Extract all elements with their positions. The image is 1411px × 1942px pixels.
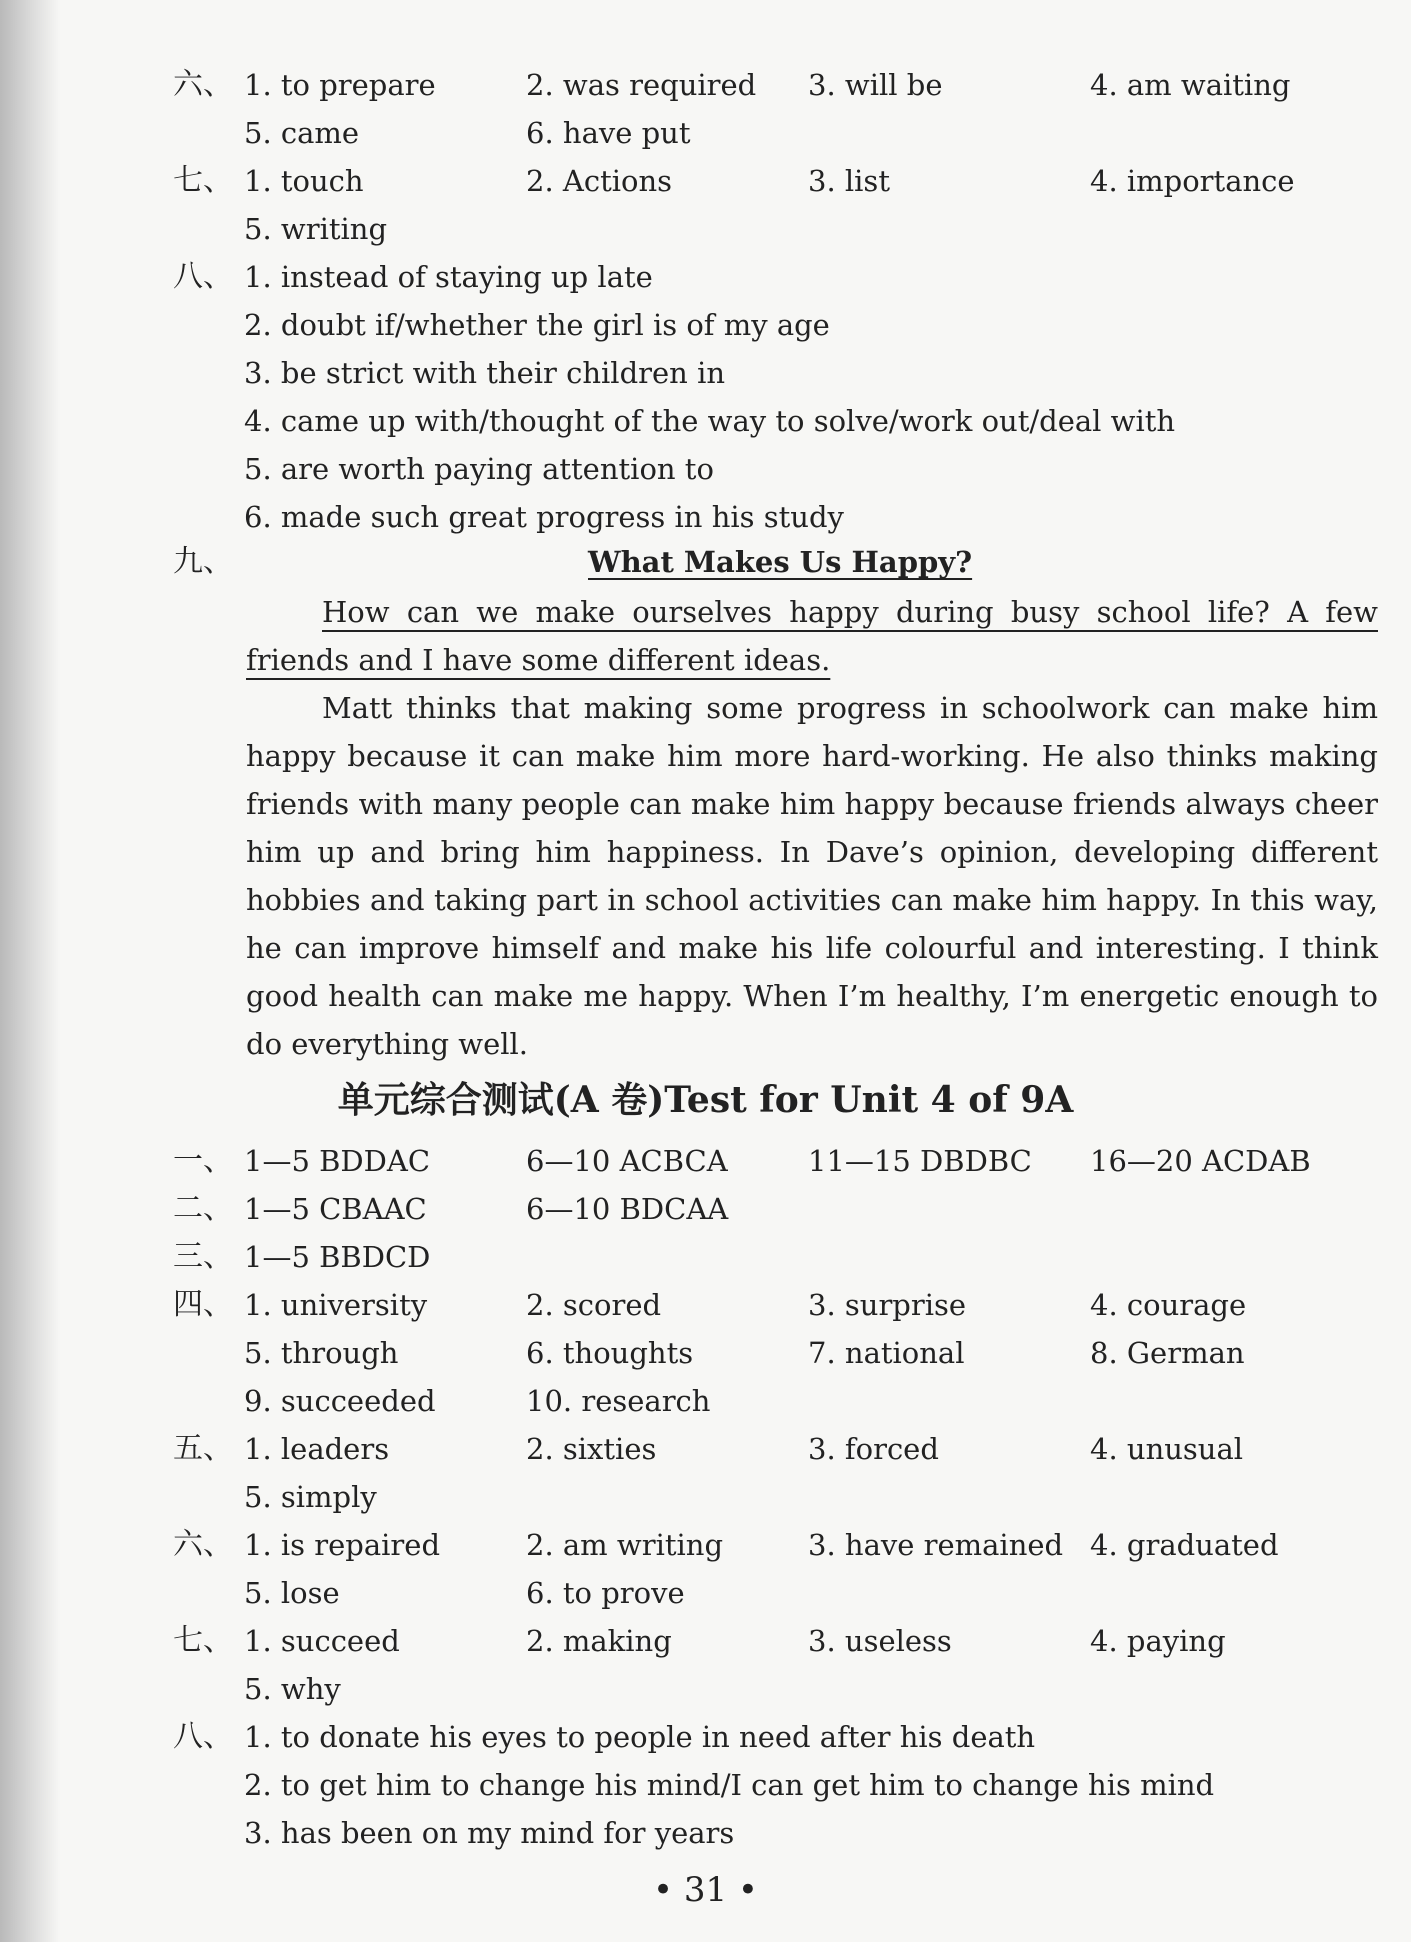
test-section-4-row-2 <box>0 1331 1411 1375</box>
section-6-row-1 <box>0 63 1411 107</box>
answer: 6. have put <box>526 116 691 150</box>
section-8-row-2 <box>0 303 1411 347</box>
answer: 1. succeed <box>244 1624 400 1658</box>
answer: 4. came up with/thought of the way to solve/work out/deal with <box>244 404 1176 438</box>
answer: 4. graduated <box>1090 1528 1279 1562</box>
section-8-row-4 <box>0 399 1411 443</box>
answer: 3. will be <box>808 68 943 102</box>
essay-intro-text: How can we make ourselves happy during busy school life? A few friends and I have some different ideas. <box>246 595 1378 677</box>
section-label: 八、 <box>173 259 233 294</box>
answer: 3. list <box>808 164 890 198</box>
answer: 3. has been on my mind for years <box>244 1816 735 1850</box>
test-section-8-row-1 <box>0 1715 1411 1759</box>
test-section-8-row-3 <box>0 1811 1411 1855</box>
section-8-row-1 <box>0 255 1411 299</box>
test-section-7-row-1 <box>0 1619 1411 1663</box>
answer: 3. surprise <box>808 1288 967 1322</box>
section-label: 七、 <box>173 163 233 198</box>
answer: 7. national <box>808 1336 965 1370</box>
section-label: 五、 <box>173 1431 233 1466</box>
section-8-row-3 <box>0 351 1411 395</box>
answer: 5. are worth paying attention to <box>244 452 714 486</box>
answer: 1. instead of staying up late <box>244 260 653 294</box>
answer: 6—10 ACBCA <box>526 1144 728 1178</box>
answer: 3. be strict with their children in <box>244 356 726 390</box>
test-section-6-row-2 <box>0 1571 1411 1615</box>
section-label: 九、 <box>173 544 233 579</box>
section-label: 三、 <box>173 1239 233 1274</box>
answer: 6—10 BDCAA <box>526 1192 729 1226</box>
answer: 10. research <box>526 1384 711 1418</box>
section-label: 二、 <box>173 1191 233 1226</box>
answer: 2. to get him to change his mind/I can get him to change his mind <box>244 1768 1215 1802</box>
section-6-row-2 <box>0 111 1411 155</box>
answer: 2. Actions <box>526 164 673 198</box>
answer: 4. am waiting <box>1090 68 1291 102</box>
answer: 8. German <box>1090 1336 1245 1370</box>
answer: 1. to donate his eyes to people in need after his death <box>244 1720 1036 1754</box>
section-label: 六、 <box>173 1527 233 1562</box>
test-title: 单元综合测试(A 卷)Test for Unit 4 of 9A <box>337 1079 1074 1121</box>
answer: 6. to prove <box>526 1576 685 1610</box>
answer: 3. have remained <box>808 1528 1064 1562</box>
page-number: • 31 • <box>653 1870 758 1910</box>
essay-title: What Makes Us Happy? <box>588 545 973 579</box>
test-section-4-row-3 <box>0 1379 1411 1423</box>
answer: 2. doubt if/whether the girl is of my age <box>244 308 830 342</box>
answer: 4. courage <box>1090 1288 1247 1322</box>
answer: 5. writing <box>244 212 388 246</box>
answer: 2. was required <box>526 68 757 102</box>
answer: 1. touch <box>244 164 364 198</box>
section-label: 八、 <box>173 1719 233 1754</box>
answer: 5. lose <box>244 1576 340 1610</box>
test-section-4-row-1 <box>0 1283 1411 1327</box>
test-section-7-row-2 <box>0 1667 1411 1711</box>
answer: 5. why <box>244 1672 341 1706</box>
test-section-2-row <box>0 1187 1411 1231</box>
answer: 16—20 ACDAB <box>1090 1144 1311 1178</box>
test-section-5-row-1 <box>0 1427 1411 1471</box>
answer: 1—5 BBDCD <box>244 1240 431 1274</box>
answer: 3. forced <box>808 1432 939 1466</box>
answer: 2. scored <box>526 1288 662 1322</box>
answer: 6. made such great progress in his study <box>244 500 844 534</box>
answer: 4. importance <box>1090 164 1295 198</box>
answer: 4. paying <box>1090 1624 1226 1658</box>
section-7-row-2 <box>0 207 1411 251</box>
test-section-1-row <box>0 1139 1411 1183</box>
test-section-3-row <box>0 1235 1411 1279</box>
section-label: 一、 <box>173 1143 233 1178</box>
answer: 5. simply <box>244 1480 377 1514</box>
answer: 1. university <box>244 1288 428 1322</box>
section-label: 四、 <box>173 1287 233 1322</box>
section-label: 六、 <box>173 67 233 102</box>
essay-paragraph-1 <box>246 588 1378 684</box>
answer: 4. unusual <box>1090 1432 1244 1466</box>
section-7-row-1 <box>0 159 1411 203</box>
answer: 1. to prepare <box>244 68 436 102</box>
answer: 9. succeeded <box>244 1384 436 1418</box>
answer: 5. came <box>244 116 360 150</box>
answer: 1—5 CBAAC <box>244 1192 427 1226</box>
section-8-row-6 <box>0 495 1411 539</box>
test-section-5-row-2 <box>0 1475 1411 1519</box>
test-section-6-row-1 <box>0 1523 1411 1567</box>
answer: 2. sixties <box>526 1432 657 1466</box>
answer: 1—5 BDDAC <box>244 1144 431 1178</box>
answer: 1. is repaired <box>244 1528 441 1562</box>
answer: 6. thoughts <box>526 1336 694 1370</box>
answer: 2. making <box>526 1624 672 1658</box>
essay-paragraph-2: Matt thinks that making some progress in schoolwork can make him happy because it can make him more hard-working. He also thinks making friends with many people can make him happy because friends always cheer him up and bring him happiness. In Dave’s opinion, developing different hobbies and taking part in school activities can make him happy. In this way, he can improve himself and make his life colourful and interesting. I think good health can make me happy. When I’m healthy, I’m energetic enough to do everything well. <box>246 691 1378 1061</box>
answer: 2. am writing <box>526 1528 724 1562</box>
answer: 1. leaders <box>244 1432 390 1466</box>
answer: 11—15 DBDBC <box>808 1144 1032 1178</box>
answer: 3. useless <box>808 1624 952 1658</box>
answer: 5. through <box>244 1336 399 1370</box>
test-section-8-row-2 <box>0 1763 1411 1807</box>
section-8-row-5 <box>0 447 1411 491</box>
section-label: 七、 <box>173 1623 233 1658</box>
